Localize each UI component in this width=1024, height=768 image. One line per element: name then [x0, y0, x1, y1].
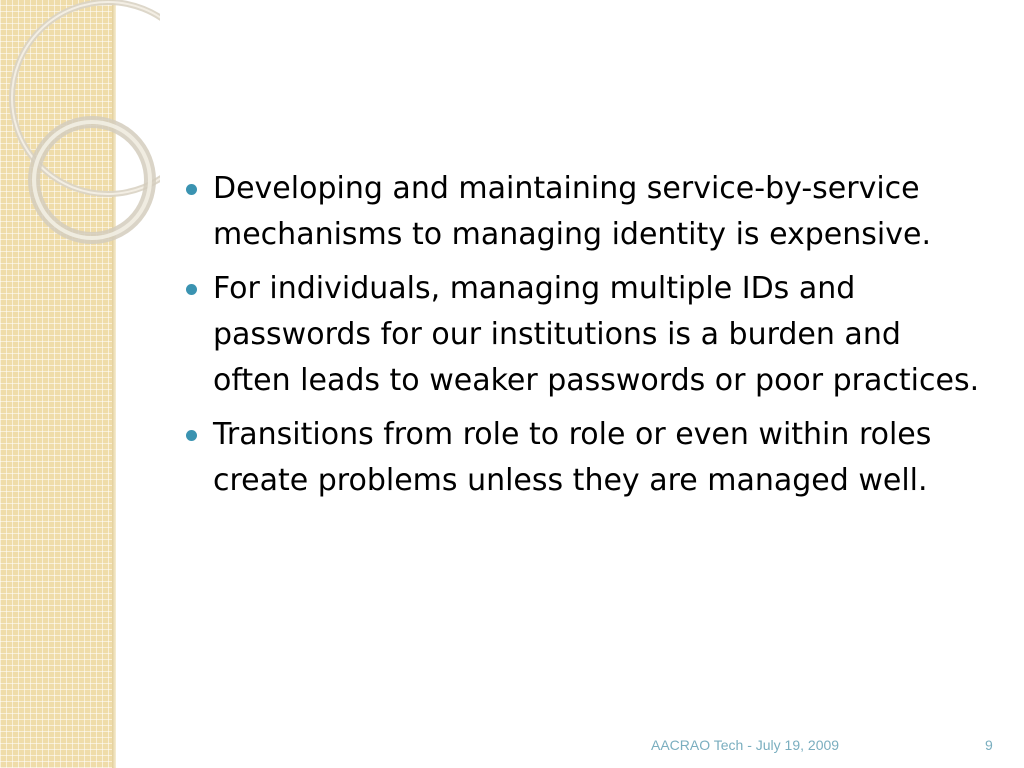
footer-event: AACRAO Tech - July 19, 2009: [651, 737, 840, 753]
bullet-item: [186, 412, 986, 504]
bullet-icon: [186, 184, 197, 195]
side-band-edge: [112, 0, 116, 768]
bullet-icon: [186, 430, 197, 441]
bullet-text: Developing and maintaining service-by-service mechanisms to managing identity is expensive.: [213, 171, 931, 252]
bullet-text: For individuals, managing multiple IDs and passwords for our institutions is a burden and often leads to weaker passwords or poor practices.: [213, 271, 980, 398]
bullet-item: [186, 266, 986, 404]
bullet-list: [186, 166, 986, 512]
bullet-text: Transitions from role to role or even within roles create problems unless they are managed well.: [213, 417, 932, 498]
bullet-item: [186, 166, 986, 258]
side-pattern-band: [0, 0, 112, 768]
page-number: 9: [985, 737, 993, 753]
bullet-icon: [186, 284, 197, 295]
